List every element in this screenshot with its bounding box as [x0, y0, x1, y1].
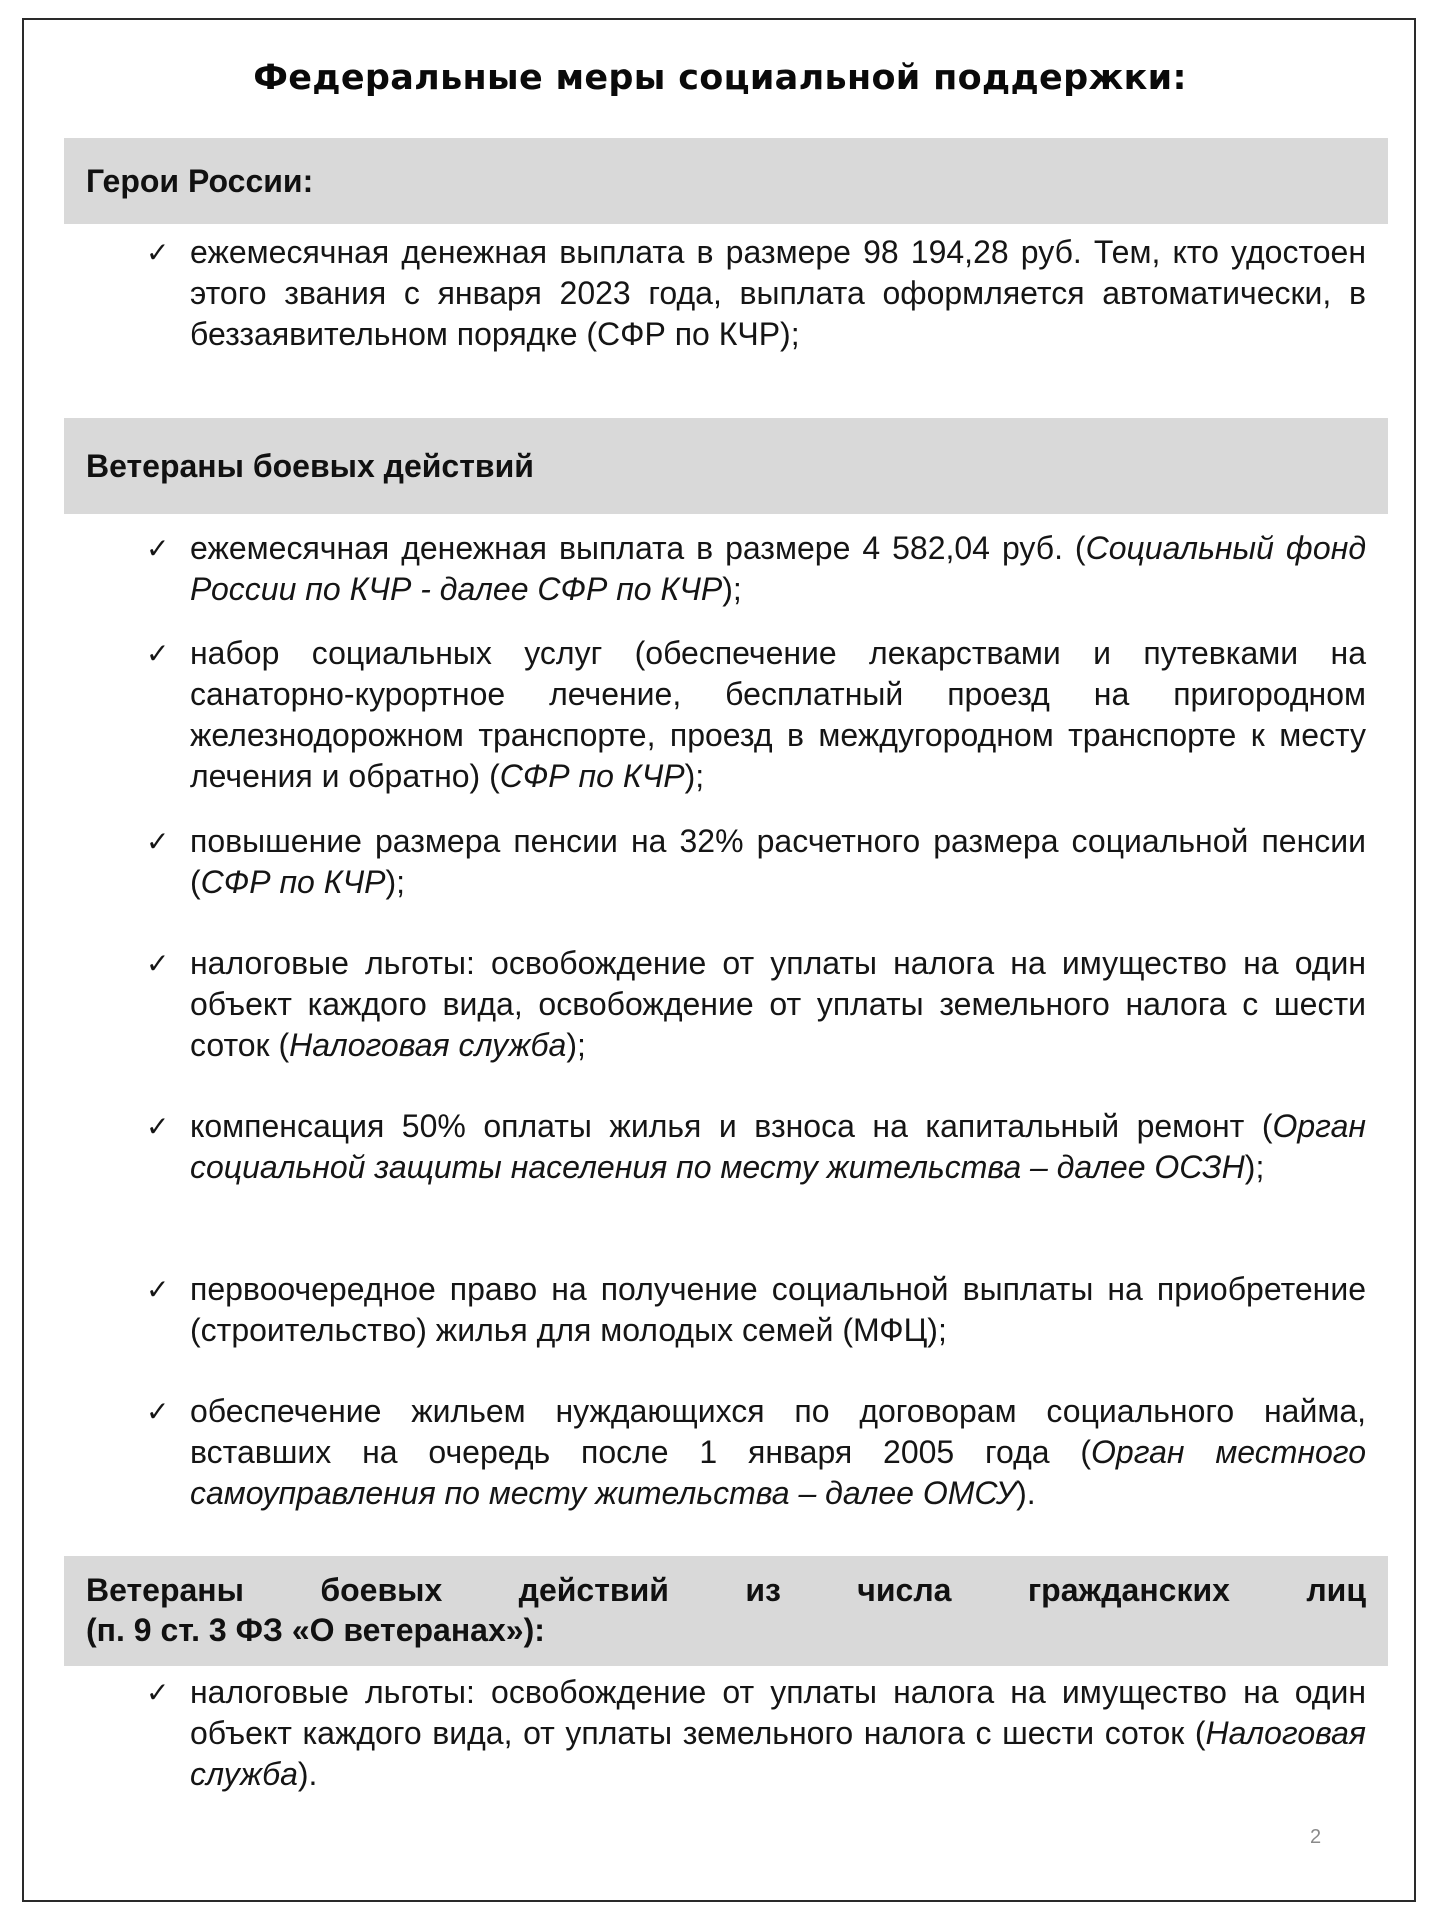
item-text-end: ); — [722, 571, 742, 607]
section-header-label: Герои России: — [86, 163, 314, 199]
checkmark-icon: ✓ — [146, 947, 170, 980]
item-text: повышение размера пенсии на 32% расчетного размера социальной пенсии ( — [190, 823, 1366, 900]
checkmark-icon: ✓ — [146, 1676, 170, 1709]
item-text: ежемесячная денежная выплата в размере 4 582,04 руб. ( — [190, 530, 1086, 566]
checkmark-icon: ✓ — [146, 1395, 170, 1428]
checkmark-icon: ✓ — [146, 1110, 170, 1143]
checkmark-icon: ✓ — [146, 825, 170, 858]
list-item — [146, 1391, 1366, 1514]
section-header-label-line2: (п. 9 ст. 3 ФЗ «О ветеранах»): — [86, 1612, 545, 1648]
list-item — [146, 943, 1366, 1066]
item-text: набор социальных услуг (обеспечение лекарствами и путевками на санаторно-курортное лечение, бесплатный проезд на пригородном железнодорожном транспорте, проезд в междугородном транспорте к месту лечения и обратно) ( — [190, 635, 1366, 794]
item-source: Социальный фонд России по КЧР - далее СФР по КЧР — [190, 530, 1367, 607]
item-source: Орган социальной защиты населения по месту жительства – далее ОСЗН — [190, 1108, 1366, 1185]
item-text: ежемесячная денежная выплата в размере 98 194,28 руб. Тем, кто удостоен этого звания с января 2023 года, выплата оформляется автоматически, в беззаявительном порядке (СФР по КЧР); — [190, 234, 1366, 352]
page-number: 2 — [1310, 1826, 1322, 1848]
checkmark-icon: ✓ — [146, 637, 170, 670]
item-text-end: ); — [684, 758, 705, 794]
item-source: СФР по КЧР — [200, 864, 386, 900]
list-item — [146, 1269, 1366, 1351]
item-source: Налоговая служба — [289, 1027, 567, 1063]
list-item — [146, 821, 1366, 903]
section-header-label: Ветераны боевых действий из числа гражданских лиц — [86, 1572, 1366, 1608]
checkmark-icon: ✓ — [146, 236, 170, 269]
item-text: налоговые льготы: освобождение от уплаты налога на имущество на один объект каждого вида, освобождение от уплаты земельного налога с шести соток ( — [190, 945, 1366, 1063]
item-text: налоговые льготы: освобождение от уплаты налога на имущество на один объект каждого вида, от уплаты земельного налога с шести соток ( — [190, 1674, 1366, 1751]
item-text-end: ). — [297, 1756, 318, 1792]
list-item — [146, 1106, 1366, 1188]
item-source: СФР по КЧР — [499, 758, 685, 794]
section-header-veterans — [64, 418, 1388, 514]
page-title: Федеральные меры социальной поддержки: — [253, 58, 1187, 98]
list-item — [146, 232, 1366, 355]
list-item — [146, 1672, 1366, 1795]
item-text: обеспечение жильем нуждающихся по договорам социального найма, вставших на очередь после 1 января 2005 года ( — [190, 1393, 1366, 1470]
section-header-heroes — [64, 138, 1388, 224]
checkmark-icon: ✓ — [146, 532, 170, 565]
item-text: компенсация 50% оплаты жилья и взноса на капитальный ремонт ( — [190, 1108, 1273, 1144]
section-header-label: Ветераны боевых действий — [86, 448, 534, 484]
item-text: первоочередное право на получение социальной выплаты на приобретение (строительство) жилья для молодых семей (МФЦ); — [190, 1271, 1366, 1348]
item-text-end: ); — [566, 1027, 586, 1063]
list-item — [146, 633, 1366, 797]
item-source: Налоговая служба — [190, 1715, 1366, 1792]
item-text-end: ). — [1016, 1475, 1036, 1511]
checkmark-icon: ✓ — [146, 1273, 170, 1306]
list-item — [146, 528, 1366, 610]
item-source: Орган местного самоуправления по месту жительства – далее ОМСУ — [190, 1434, 1366, 1511]
item-text-end: ); — [385, 864, 406, 900]
item-text-end: ); — [1244, 1149, 1265, 1185]
section-header-civilian-veterans — [64, 1556, 1388, 1666]
